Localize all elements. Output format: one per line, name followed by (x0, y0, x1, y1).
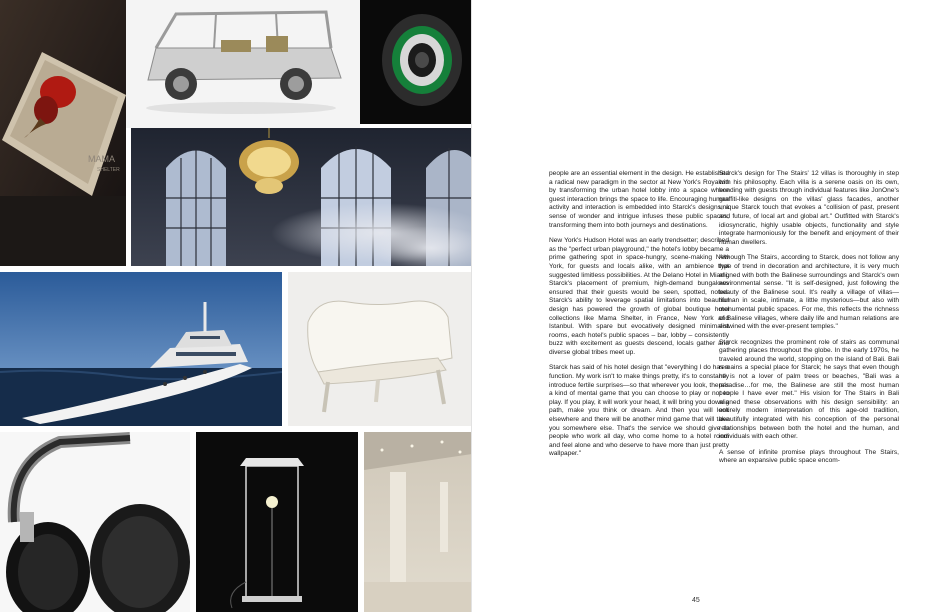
page-number: 45 (692, 597, 700, 604)
photo-chandelier-hall (131, 128, 472, 266)
photo-electric-car (126, 0, 360, 128)
paragraph: Although The Stairs, according to Starck, does not follow any type of trend in decoration and architecture, it is very much aligned with both the Balinese surroundings and Starck's own environmental sense. "It is self-designed, just following the beauty of the Balinese soul. It's really a village of villas—human in scale, intimate, a little mysterious—but also with monumental public spaces. For me, this reflects the richness of Balinese villages, where daily life and human relations are entwined with the ever-present temples." (719, 254, 899, 331)
book-title-shelter: SHELTER (97, 167, 120, 173)
photo-white-interior (364, 432, 472, 612)
photo-headphones (0, 432, 190, 612)
paragraph: Starck recognizes the prominent role of stairs as communal gathering places throughout the globe. In the early 1970s, he traveled around the world, stopping on the island of Bali. Bali remains a special place for Starck; he says that even though he is not a lover of palm trees or beaches, "Bali was a paradise…for me, the Balinese are still the most human people I have ever met." His vision for The Stairs in Bali aligned these observations with his design sensibility: an entirely modern interpretation of this age-old tradition, beautifully integrated with his conception of the personal relationships between both the hotel and the human, and individuals with each other. (719, 338, 899, 441)
article-column-left (549, 170, 729, 466)
photo-sofa (288, 272, 472, 426)
photo-yacht (0, 272, 282, 426)
paragraph: New York's Hudson Hotel was an early trendsetter; described as the "perfect urban playground," the hotel's lobby became a prime gathering spot in space-hungry, scene-making New York, for guests and locals alike, with an ambience that suggested limitless possibilities. At the Delano Hotel in Miami, Starck's placement of premium, high-demand bungalows ensured that their guests would be seen, spotted, noted. Starck's ability to leverage spatial limitations into beautiful design has powered the growth of global boutique hotel collections like Mama Shelter, in France, New York and Istanbul. With spare but evocatively designed minimalist rooms, each hotel's public spaces – bar, lobby – consistently buzz with excitement as guests descend, locals gather and diverse global tribes meet up. (549, 237, 729, 356)
paragraph: people are an essential element in the design. He established a radical new paradigm in the sector at New York's Royalton by transforming the urban hotel lobby into a space where guest interaction brings the space to life. Encouraging human activity and interaction is embedded into Starck's designs; a sense of wonder and intrigue infuses these public spaces, transforming them into both journeys and destinations. (549, 170, 729, 229)
article-column-right (719, 170, 899, 473)
photo-rooster-book (0, 0, 126, 266)
paragraph: Starck has said of his hotel design that "everything I do has a function. My work isn't to make things pretty, it's to constantly introduce fertile surprises—so that wherever you look, there's a kind of mental game that you can choose to play or not to play. If you play, it will work your head, it will bring you down a path, make you think or dream. And then you will look elsewhere and there will be another mind game that will take you somewhere else. That's the service we should give to people who work all day, who come home to a hotel room and feel alone and who deserve to have more than just pretty wallpaper." (549, 364, 729, 458)
photo-glass-lamp (196, 432, 358, 612)
photo-watch (360, 0, 472, 124)
book-title-mama: MAMA (88, 154, 115, 164)
paragraph: Starck's design for The Stairs' 12 villas is thoroughly in step with his philosophy. Each villa is a serene oasis on its own, bonding with guests through individual features like JonOne's graffiti-like designs on the villas' glass facades, another unique Starck touch that evokes a "collision of past, present and future, of local art and global art." Outfitted with Starck's idiosyncratic, highly usable objects, functionality and style integrate harmoniously for the benefit and enjoyment of their human dwellers. (719, 170, 899, 246)
paragraph: A sense of infinite promise plays throughout The Stairs, where an expansive public space encom- (719, 448, 899, 465)
